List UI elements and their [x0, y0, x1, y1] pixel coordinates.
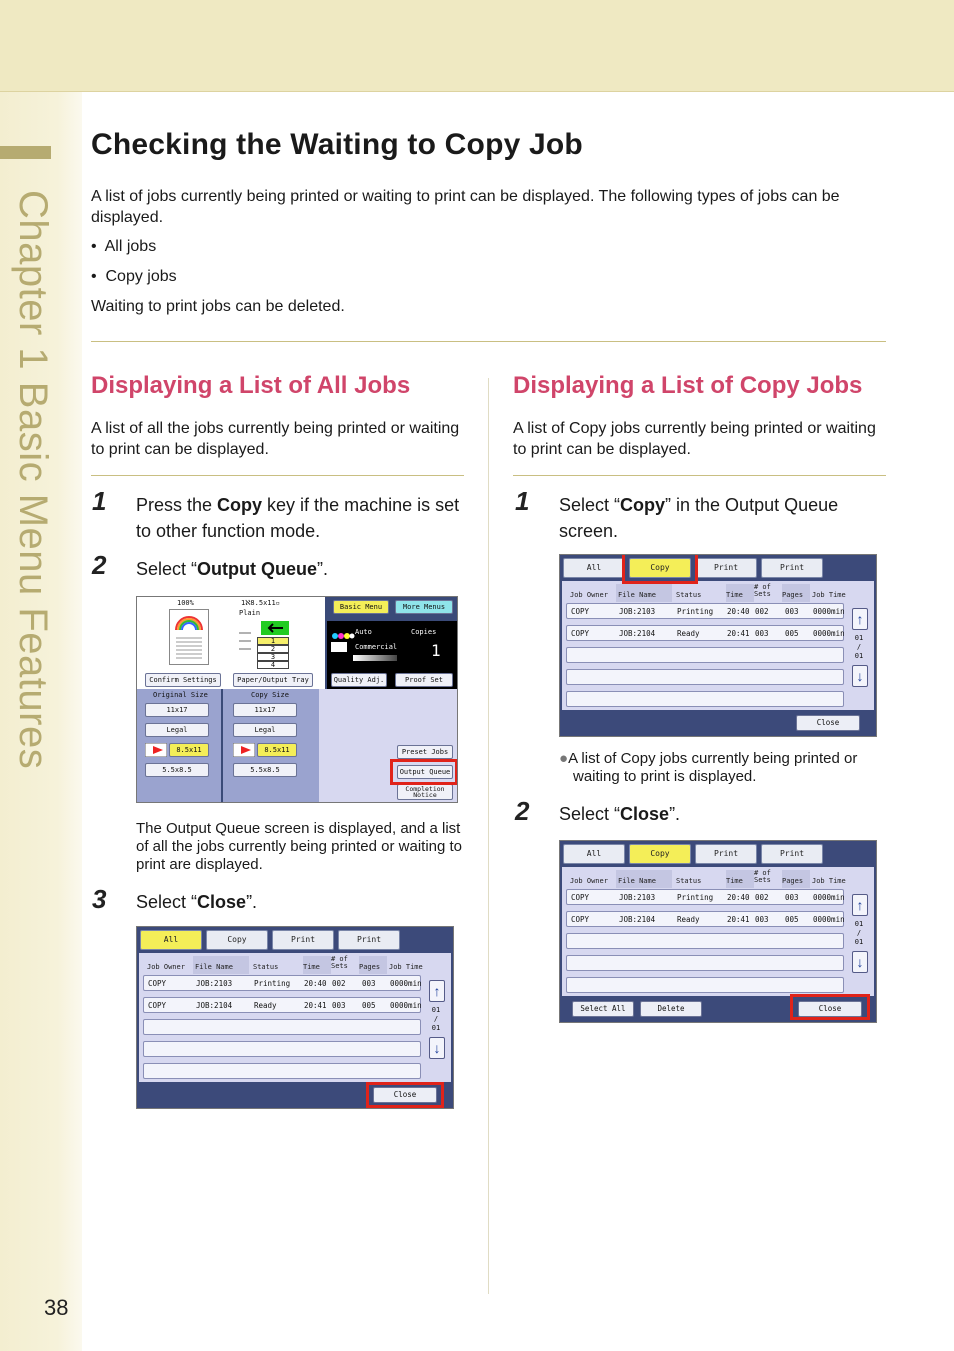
queue-body: [562, 581, 874, 710]
header-job-time: Job Time: [389, 963, 423, 971]
tab-print[interactable]: Print: [695, 558, 757, 578]
close-button[interactable]: Close: [798, 1001, 862, 1017]
queue-header-row: [568, 870, 870, 888]
header-status: Status: [253, 963, 279, 971]
cell-file: JOB:2103: [196, 979, 233, 988]
table-row[interactable]: [566, 889, 844, 905]
step-note: ●A list of Copy jobs currently being printed or waiting to print is displayed.: [559, 750, 858, 785]
tray-4: 4: [257, 661, 289, 669]
page-indicator-bottom: 01: [854, 652, 864, 660]
step-number: 1: [515, 486, 530, 516]
paper-size-label: 1ℵ8.5x11▫: [241, 599, 280, 607]
cell-sets: 002: [755, 607, 769, 616]
cell-job-time: 0000min: [390, 1001, 422, 1010]
cell-owner: COPY: [571, 629, 590, 638]
step-note: The Output Queue screen is displayed, and a list of all the jobs currently being printed or waiting to print are displayed.: [136, 820, 463, 873]
scroll-up-icon[interactable]: ↑: [429, 980, 445, 1002]
tray-1: 1: [257, 637, 289, 645]
cell-time: 20:40: [727, 893, 750, 902]
zoom-label: 100%: [177, 599, 194, 607]
paper-type-label: Plain: [239, 609, 261, 617]
cell-file: JOB:2104: [619, 915, 656, 924]
copy-size-5-5x8-5[interactable]: 5.5x8.5: [233, 763, 297, 777]
step-text: Select “Close”.: [136, 892, 258, 912]
proof-set-button[interactable]: Proof Set: [395, 673, 453, 687]
cell-sets: 003: [755, 629, 769, 638]
divider: [91, 341, 886, 342]
completion-notice-button[interactable]: [397, 784, 453, 800]
cell-file: JOB:2103: [619, 893, 656, 902]
step-number: 3: [92, 884, 107, 914]
step-number: 2: [92, 550, 107, 580]
cell-file: JOB:2104: [196, 1001, 233, 1010]
table-row[interactable]: [566, 603, 844, 619]
cell-sets: 002: [332, 979, 346, 988]
copy-size-11x17[interactable]: 11x17: [233, 703, 297, 717]
bullet-dot-icon: ●: [559, 750, 569, 767]
tab-copy[interactable]: Copy: [629, 558, 691, 578]
output-queue-screen-all: [136, 926, 454, 1109]
queue-body: [139, 953, 451, 1082]
original-size-label: Original Size: [153, 691, 208, 699]
cell-status: Printing: [677, 607, 714, 616]
header-time: Time: [303, 963, 320, 971]
tab-all[interactable]: All: [140, 930, 202, 950]
basic-menu-screen: [136, 596, 458, 803]
section-heading-copy-jobs: Displaying a List of Copy Jobs: [513, 372, 863, 399]
red-arrow-icon: [145, 743, 167, 757]
close-button[interactable]: Close: [796, 715, 860, 731]
original-type-label: Commercial: [355, 643, 398, 651]
tray-stack: [257, 637, 289, 669]
red-arrow-icon: [233, 743, 255, 757]
cell-time: 20:40: [727, 607, 750, 616]
cell-pages: 003: [785, 893, 799, 902]
header-sets-2: Sets: [754, 590, 771, 598]
cell-time: 20:40: [304, 979, 327, 988]
cell-job-time: 0000min: [813, 915, 845, 924]
cell-status: Ready: [254, 1001, 277, 1010]
output-queue-button[interactable]: Output Queue: [397, 765, 453, 779]
page-indicator-top: 01: [854, 634, 864, 642]
tray-2: 2: [257, 645, 289, 653]
step-number: 2: [515, 796, 530, 826]
scroll-down-icon[interactable]: ↓: [429, 1037, 445, 1059]
queue-tabs: [560, 841, 876, 867]
bullet-all-jobs: • All jobs: [91, 238, 157, 255]
table-row-empty[interactable]: [566, 933, 844, 949]
original-type-icon: [331, 642, 347, 652]
original-size-8-5x11[interactable]: 8.5x11: [169, 743, 209, 757]
chapter-label: Chapter 1 Basic Menu Features: [11, 190, 55, 770]
bullet-copy-jobs: • Copy jobs: [91, 268, 177, 285]
original-size-5-5x8-5[interactable]: 5.5x8.5: [145, 763, 209, 777]
header-status: Status: [676, 877, 702, 885]
output-queue-screen-copy: [559, 554, 877, 737]
cell-file: JOB:2104: [619, 629, 656, 638]
table-row[interactable]: [566, 625, 844, 641]
copy-size-legal[interactable]: Legal: [233, 723, 297, 737]
cell-owner: COPY: [571, 915, 590, 924]
basic-menu-tab[interactable]: Basic Menu: [333, 600, 389, 614]
header-job-time: Job Time: [812, 591, 846, 599]
more-menus-tab[interactable]: More Menus: [395, 600, 453, 614]
copies-value: 1: [431, 641, 441, 660]
quality-adj-button[interactable]: Quality Adj.: [331, 673, 387, 687]
header-file-name: File Name: [618, 877, 656, 885]
step-text: Select “Copy” in the Output Queue screen.: [559, 495, 839, 541]
cell-job-time: 0000min: [813, 607, 845, 616]
cell-time: 20:41: [304, 1001, 327, 1010]
tab-print[interactable]: Print: [695, 844, 757, 864]
scroll-down-icon[interactable]: ↓: [852, 665, 868, 687]
page-indicator-top: 01: [854, 920, 864, 928]
tab-all[interactable]: All: [563, 558, 625, 578]
page-indicator-bottom: 01: [854, 938, 864, 946]
tray-3: 3: [257, 653, 289, 661]
queue-header-row: [568, 584, 870, 602]
cell-status: Ready: [677, 629, 700, 638]
tab-copy[interactable]: Copy: [206, 930, 268, 950]
table-row[interactable]: [566, 911, 844, 927]
table-row[interactable]: [143, 997, 421, 1013]
cell-status: Ready: [677, 915, 700, 924]
close-highlight: [790, 994, 870, 1020]
queue-body: [562, 867, 874, 996]
page-number: 38: [44, 1295, 69, 1320]
completion-notice-line1: Completion: [405, 785, 445, 793]
header-sets-1: # of: [754, 869, 771, 877]
paper-output-tray-button[interactable]: Paper/Output Tray: [233, 673, 313, 687]
cell-job-time: 0000min: [813, 629, 845, 638]
header-job-owner: Job Owner: [570, 591, 608, 599]
page-indicator-sep: /: [433, 1015, 439, 1023]
delete-note: Waiting to print jobs can be deleted.: [91, 298, 345, 315]
cell-job-time: 0000min: [390, 979, 422, 988]
close-button[interactable]: Close: [373, 1087, 437, 1103]
header-file-name: File Name: [618, 591, 656, 599]
original-size-11x17[interactable]: 11x17: [145, 703, 209, 717]
divider: [513, 475, 886, 476]
scroll-up-icon[interactable]: ↑: [852, 894, 868, 916]
header-job-owner: Job Owner: [570, 877, 608, 885]
cell-sets: 002: [755, 893, 769, 902]
table-row-empty[interactable]: [566, 647, 844, 663]
header-sets-1: # of: [331, 955, 348, 963]
color-mode-icon: [331, 627, 355, 635]
chapter-tab-marker: [0, 146, 51, 159]
cell-file: JOB:2103: [619, 607, 656, 616]
tab-print-history[interactable]: Print: [338, 930, 400, 950]
header-job-owner: Job Owner: [147, 963, 185, 971]
original-size-legal[interactable]: Legal: [145, 723, 209, 737]
section-desc-all-jobs: A list of all the jobs currently being printed or waiting to print can be displayed.: [91, 420, 460, 458]
green-arrow-icon: [261, 621, 289, 635]
divider: [91, 475, 464, 476]
header-job-time: Job Time: [812, 877, 846, 885]
delete-button[interactable]: Delete: [640, 1001, 702, 1017]
page-indicator-sep: /: [856, 643, 862, 651]
table-row-empty[interactable]: [143, 1019, 421, 1035]
color-mode-label: Auto: [355, 628, 372, 636]
select-all-button[interactable]: Select All: [572, 1001, 634, 1017]
cell-owner: COPY: [148, 1001, 167, 1010]
cell-job-time: 0000min: [813, 893, 845, 902]
cell-time: 20:41: [727, 629, 750, 638]
document-preview-icon: [169, 609, 209, 665]
cell-time: 20:41: [727, 915, 750, 924]
step-text: Select “Close”.: [559, 804, 681, 824]
page-indicator-sep: /: [856, 929, 862, 937]
tab-copy[interactable]: Copy: [629, 844, 691, 864]
copy-tab-highlight: [622, 554, 698, 584]
table-row-empty[interactable]: [566, 691, 844, 707]
cell-pages: 003: [362, 979, 376, 988]
header-band: [0, 0, 954, 92]
step-text: Press the Copy key if the machine is set to other function mode.: [136, 495, 460, 541]
cell-pages: 005: [362, 1001, 376, 1010]
queue-tabs: [560, 555, 876, 581]
completion-notice-line2: Notice: [413, 791, 437, 799]
section-heading-all-jobs: Displaying a List of All Jobs: [91, 372, 411, 399]
cell-status: Printing: [254, 979, 291, 988]
tab-print-history[interactable]: Print: [761, 844, 823, 864]
table-row[interactable]: [143, 975, 421, 991]
output-queue-screen-copy-delete: [559, 840, 877, 1023]
copy-size-label: Copy Size: [251, 691, 289, 699]
cell-status: Printing: [677, 893, 714, 902]
header-time: Time: [726, 591, 743, 599]
cell-sets: 003: [755, 915, 769, 924]
table-row-empty[interactable]: [143, 1063, 421, 1079]
header-sets-2: Sets: [331, 962, 348, 970]
table-row-empty[interactable]: [566, 669, 844, 685]
intro-paragraph: A list of jobs currently being printed or waiting to print can be displayed. The following types of jobs can be displayed.: [91, 188, 840, 226]
cell-pages: 005: [785, 915, 799, 924]
queue-tabs: [137, 927, 453, 953]
cell-pages: 005: [785, 629, 799, 638]
header-pages: Pages: [782, 877, 804, 885]
table-row-empty[interactable]: [566, 977, 844, 993]
page-title: Checking the Waiting to Copy Job: [91, 128, 583, 161]
page-indicator-bottom: 01: [431, 1024, 441, 1032]
copy-size-8-5x11[interactable]: 8.5x11: [257, 743, 297, 757]
step-text: Select “Output Queue”.: [136, 559, 329, 579]
cell-pages: 003: [785, 607, 799, 616]
page-indicator-top: 01: [431, 1006, 441, 1014]
cell-owner: COPY: [571, 607, 590, 616]
cell-sets: 003: [332, 1001, 346, 1010]
section-desc-copy-jobs: A list of Copy jobs currently being printed or waiting to print can be displayed.: [513, 420, 876, 458]
queue-header-row: [145, 956, 447, 974]
header-status: Status: [676, 591, 702, 599]
queue-bottom-bar: [560, 710, 876, 736]
confirm-settings-button[interactable]: Confirm Settings: [145, 673, 221, 687]
output-queue-highlight: [390, 759, 458, 785]
tab-print[interactable]: Print: [272, 930, 334, 950]
rainbow-icon: [170, 610, 208, 664]
scroll-up-icon[interactable]: ↑: [852, 608, 868, 630]
header-time: Time: [726, 877, 743, 885]
scroll-down-icon[interactable]: ↓: [852, 951, 868, 973]
preset-jobs-button[interactable]: Preset Jobs: [397, 745, 453, 759]
tab-print-history[interactable]: Print: [761, 558, 823, 578]
tab-all[interactable]: All: [563, 844, 625, 864]
table-row-empty[interactable]: [566, 955, 844, 971]
table-row-empty[interactable]: [143, 1041, 421, 1057]
density-bar: [353, 655, 397, 661]
header-file-name: File Name: [195, 963, 233, 971]
step-number: 1: [92, 486, 107, 516]
cell-owner: COPY: [571, 893, 590, 902]
tray-arrows-icon: [237, 625, 253, 657]
cell-owner: COPY: [148, 979, 167, 988]
close-highlight: [366, 1082, 444, 1108]
copies-label: Copies: [411, 628, 437, 636]
header-sets-1: # of: [754, 583, 771, 591]
header-sets-2: Sets: [754, 876, 771, 884]
column-divider: [488, 378, 489, 1294]
header-pages: Pages: [782, 591, 804, 599]
header-pages: Pages: [359, 963, 381, 971]
